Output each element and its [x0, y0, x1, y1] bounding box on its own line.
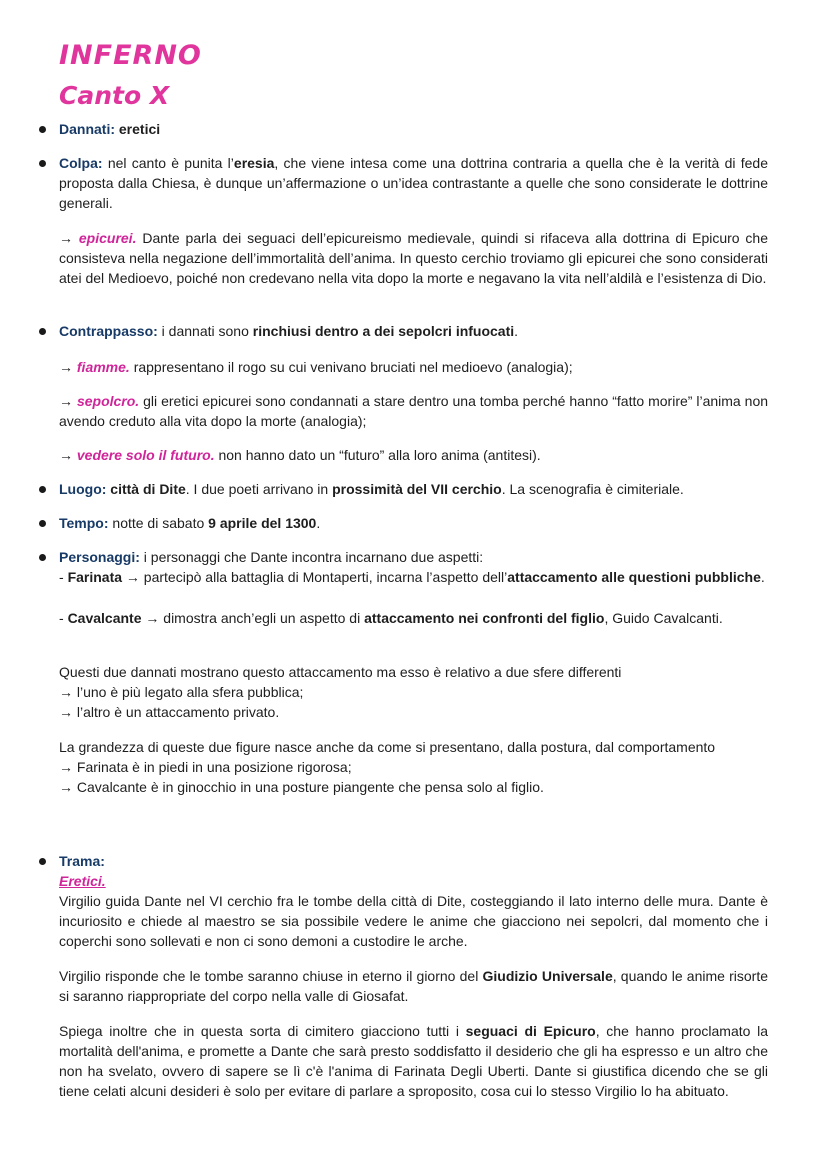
bullet-icon [39, 328, 46, 335]
dannati-item [59, 119, 768, 139]
dannati-label: Dannati: [59, 121, 115, 137]
luogo-label: Luogo: [59, 481, 107, 497]
colpa-item: Colpa: nel canto è punita l’eresia, che viene intesa come una dottrina contraria a quella che è la verità di fede proposta dalla Chiesa, è dunque un’affermazione o un’idea contrastante a quelle che sono considerate le dottrine generali. [59, 155, 768, 211]
grandezza-paragraph: La grandezza di queste due figure nasce anche da come si presentano, dalla postura, dal comportamento → Farinata è in piedi in una posizione rigorosa; → Cavalcante è in ginocchio in una posture piangente che pensa solo al figlio. [59, 739, 716, 795]
arrow-icon: → [59, 447, 77, 463]
contrappasso-sepolcro: → sepolcro. gli eretici epicurei sono condannati a stare dentro una tomba perché hanno “fatto morire” l’anima non avendo creduto alla vita dopo la morte (analogia); [59, 393, 769, 429]
bullet-icon [39, 520, 46, 527]
epicurei-paragraph: → epicurei. Dante parla dei seguaci dell’epicureismo medievale, quindi si rifaceva alla dottrina di Epicuro che consisteva nella negazione dell’immortalità dell’anima. In questo cerchio troviamo gli epicurei che sono considerati atei del Medioevo, poiché non credevano nella vita dopo la morte e negavano la vita nell’aldilà e l’esistenza di Dio. [59, 230, 769, 286]
cavalcante-name: Cavalcante [67, 610, 142, 626]
trama-paragraph-3: Spiega inoltre che in questa sorta di cimitero giacciono tutti i seguaci di Epicuro, che hanno proclamato la mortalità dell'anima, e promette a Dante che sarà presto soddisfatto il desiderio che gli ha espresso e un altro che non ha svelato, ovvero di sapere se lì c'è l'anima di Farinata Degli Uberti. Dante si giustifica dicendo che se gli tiene celati alcuni desideri è solo per evitare di parlare a sproposito, cosa cui lo stesso Virgilio lo ha abituato. [59, 1023, 768, 1099]
arrow-icon: → [59, 393, 77, 409]
sfere-paragraph: Questi due dannati mostrano questo attaccamento ma esso è relativo a due sfere differenti → l’uno è più legato alla sfera pubblica; → l’altro è un attaccamento privato. [59, 664, 622, 720]
cavalcante-line: - Cavalcante → dimostra anch’egli un aspetto di attaccamento nei confronti del figlio, Guido Cavalcanti. [59, 610, 723, 626]
bullet-icon [39, 160, 46, 167]
contrappasso-futuro: → vedere solo il futuro. non hanno dato un “futuro” alla loro anima (antitesi). [59, 447, 541, 463]
bullet-icon [39, 858, 46, 865]
personaggi-item: Personaggi: i personaggi che Dante incontra incarnano due aspetti: [59, 549, 484, 565]
luogo-item: Luogo: città di Dite. I due poeti arrivano in prossimità del VII cerchio. La scenografia è cimiteriale. [59, 481, 684, 497]
bullet-icon [39, 126, 46, 133]
trama-paragraph-2: Virgilio risponde che le tombe saranno chiuse in eterno il giorno del Giudizio Universale, quando le anime risorte si saranno riappropriate del corpo nella valle di Giosafat. [59, 968, 768, 1004]
contrappasso-item: Contrappasso: i dannati sono rinchiusi dentro a dei sepolcri infuocati. [59, 323, 519, 339]
farinata-name: Farinata [67, 569, 123, 585]
tempo-label: Tempo: [59, 515, 109, 531]
personaggi-label: Personaggi: [59, 549, 140, 565]
arrow-icon: → [59, 230, 79, 246]
colpa-label: Colpa: [59, 155, 103, 171]
trama-label: Trama: [59, 853, 105, 869]
dannati-text: eretici [118, 121, 161, 137]
contrappasso-label: Contrappasso: [59, 323, 158, 339]
page-title: INFERNO [59, 40, 202, 71]
trama-subhead: Eretici. [59, 873, 106, 889]
bullet-icon [39, 554, 46, 561]
arrow-icon: → [59, 359, 77, 375]
epicurei-term: epicurei. [78, 230, 137, 246]
tempo-item: Tempo: notte di sabato 9 aprile del 1300. [59, 515, 321, 531]
farinata-line: - Farinata → partecipò alla battaglia di Montaperti, incarna l’aspetto dell’attaccamento alle questioni pubbliche. [59, 569, 765, 585]
page-subtitle: Canto X [59, 81, 170, 110]
trama-item: Trama: Eretici. Virgilio guida Dante nel VI cerchio fra le tombe della città di Dite, costeggiando il lato interno delle mura. Dante è incuriosito e chiede al maestro se sia possibile vedere le anime che giacciono nei sepolcri, dal momento che i coperchi sono sollevati e non ci sono demoni a custodire le arche. [59, 853, 768, 949]
contrappasso-fiamme: → fiamme. rappresentano il rogo su cui venivano bruciati nel medioevo (analogia); [59, 359, 573, 375]
bullet-icon [39, 486, 46, 493]
